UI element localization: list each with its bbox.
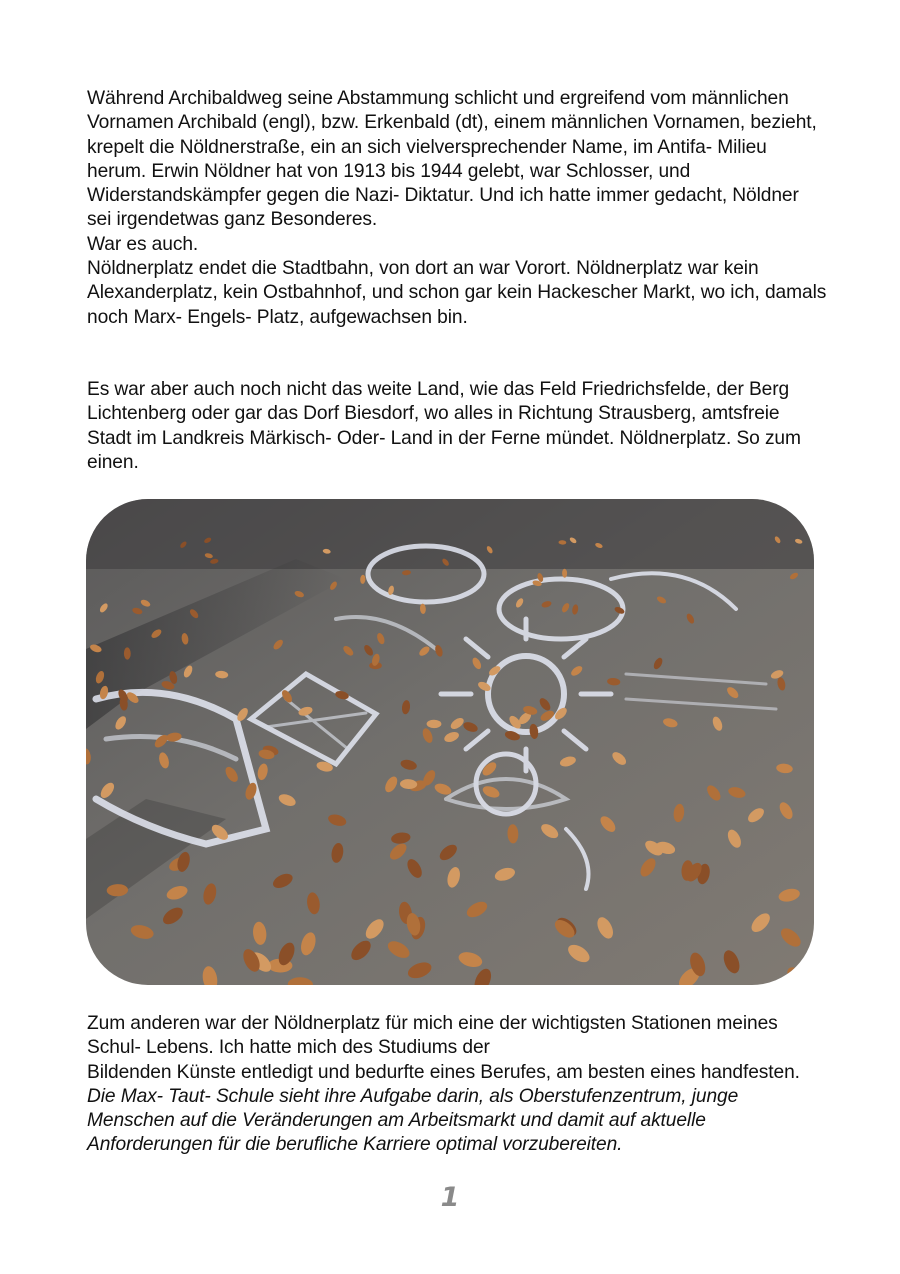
chalk-drawing-photo [86, 499, 814, 985]
text-block-middle [87, 378, 827, 475]
paragraph-bildende-kuenste: Bildenden Künste entledigt und bedurfte eines Berufes, am besten eines handfesten. [87, 1061, 800, 1083]
leaf [86, 961, 100, 985]
paragraph-noeldnerplatz-station: Zum anderen war der Nöldnerplatz für mich eine der wichtigsten Stationen meines Schul- Lebens. Ich hatte mich des Studiums der [87, 1013, 778, 1059]
shadow-band [86, 499, 814, 569]
paragraph-noeldner-origin: Während Archibaldweg seine Abstammung schlicht und ergreifend vom männlichen Vornamen Archibald (engl), bzw. Erkenbald (dt), einem männlichen Vornamen, bezieht, krepelt die Nöldnerstraße, ein an sich vielversprechender Name, im Antifa- Milieu herum. Erwin Nöldner hat von 1913 bis 1944 gelebt, war Schlosser, und Widerstandskämpfer gegen die Nazi- Diktatur. Und ich hatte immer gedacht, Nöldner sei irgendetwas ganz Besonderes. [87, 88, 817, 231]
text-block-top [87, 87, 827, 330]
paragraph-war-es-auch: War es auch. [87, 233, 199, 255]
paragraph-weite-land: Es war aber auch noch nicht das weite Land, wie das Feld Friedrichsfelde, der Berg Lichtenberg oder gar das Dorf Biesdorf, wo alles in Richtung Strausberg, amtsfreie Stadt im Landkreis Märkisch- Oder- Land in der Ferne mündet. Nöldnerplatz. So zum einen. [87, 379, 801, 473]
quote-max-taut-schule: Die Max- Taut- Schule sieht ihre Aufgabe darin, als Oberstufenzentrum, junge Menschen auf die Veränderungen am Arbeitsmarkt und damit auf aktuelle Anforderungen für die berufliche Karriere optimal vorzubereiten. [87, 1085, 739, 1156]
photo-illustration [86, 499, 814, 985]
paragraph-stadtbahn: Nöldnerplatz endet die Stadtbahn, von dort an war Vorort. Nöldnerplatz war kein Alexanderplatz, kein Ostbahnhof, und schon gar kein Hackescher Markt, wo ich, damals noch Marx- Engels- Platz, aufgewachsen bin. [87, 258, 827, 328]
page-number: 1 [440, 1182, 460, 1213]
text-block-bottom [87, 1012, 827, 1158]
